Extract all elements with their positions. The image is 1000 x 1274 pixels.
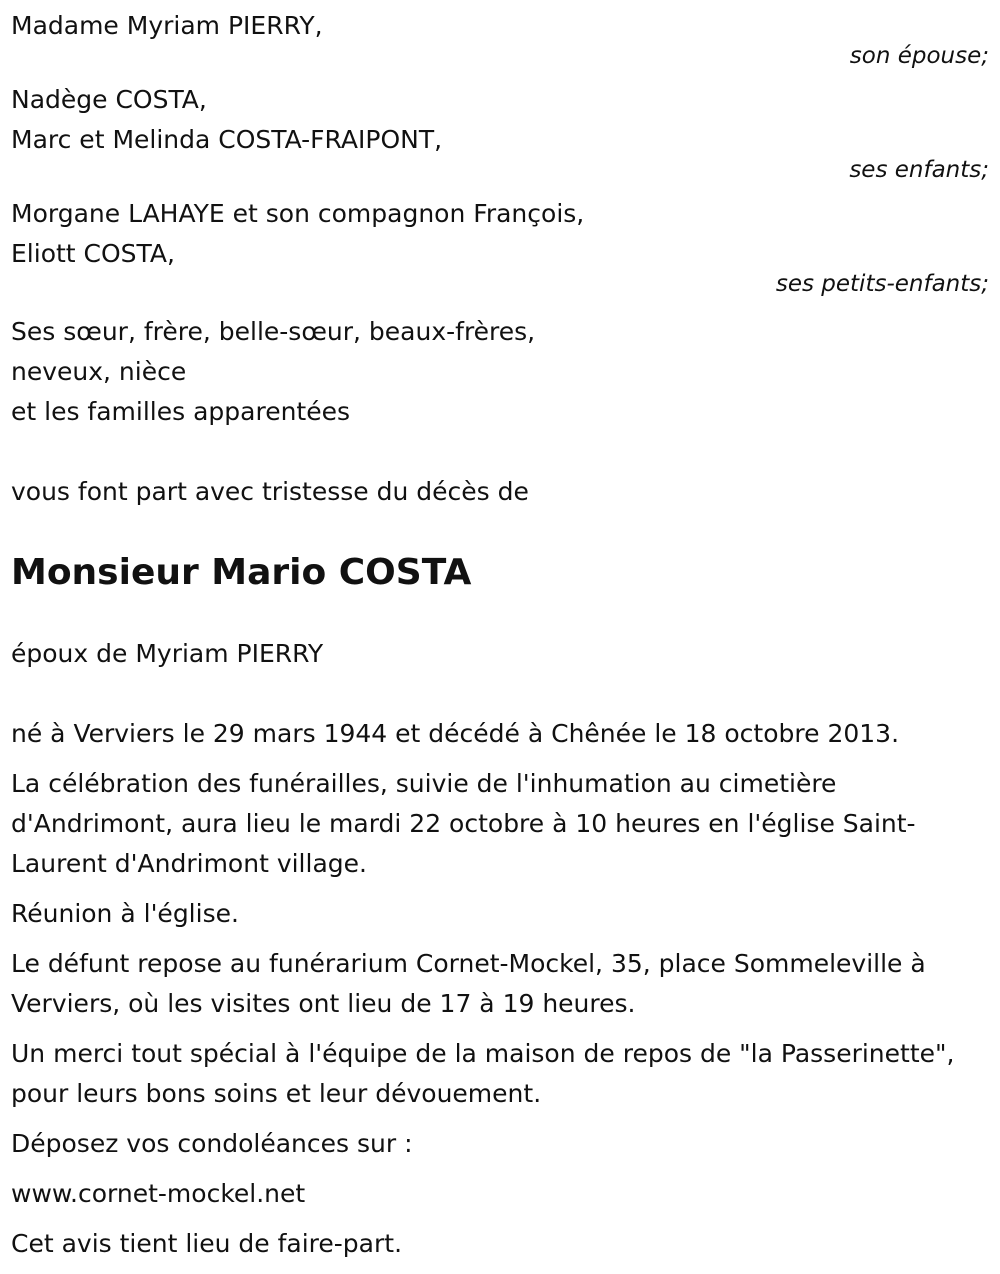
obituary-notice	[11, 6, 989, 1274]
child-name: Nadège COSTA,	[11, 85, 207, 114]
grandchildren-group	[11, 194, 989, 296]
announcement-intro: vous font part avec tristesse du décès de	[11, 477, 529, 506]
resting-place: Le défunt repose au funérarium Cornet-Mockel, 35, place Sommeleville à Verviers, où les visites ont lieu de 17 à 19 heures.	[11, 949, 926, 1018]
relatives-line: et les familles apparentées	[11, 397, 351, 426]
spouse-name: Madame Myriam PIERRY,	[11, 11, 323, 40]
condolences-label: Déposez vos condoléances sur :	[11, 1129, 413, 1158]
spouse-group	[11, 6, 989, 68]
relatives-line: neveux, nièce	[11, 357, 187, 386]
spouse-of: époux de Myriam PIERRY	[11, 639, 324, 668]
closing-note: Cet avis tient lieu de faire-part.	[11, 1229, 403, 1258]
thanks-message: Un merci tout spécial à l'équipe de la maison de repos de "la Passerinette", pour leurs bons soins et leur dévouement.	[11, 1039, 955, 1108]
child-name: Marc et Melinda COSTA-FRAIPONT,	[11, 125, 443, 154]
relatives-group	[11, 312, 989, 432]
deceased-name: Monsieur Mario COSTA	[11, 552, 472, 593]
children-role: ses enfants;	[849, 157, 989, 183]
birth-death-dates: né à Verviers le 29 mars 1944 et décédé à Chênée le 18 octobre 2013.	[11, 719, 900, 748]
spouse-role: son épouse;	[849, 43, 989, 69]
grandchildren-role: ses petits-enfants;	[775, 271, 989, 297]
grandchild-name: Morgane LAHAYE et son compagnon François,	[11, 199, 585, 228]
funeral-details: La célébration des funérailles, suivie de l'inhumation au cimetière d'Andrimont, aura lieu le mardi 22 octobre à 10 heures en l'église Saint-Laurent d'Andrimont village.	[11, 769, 916, 878]
grandchild-name: Eliott COSTA,	[11, 239, 175, 268]
relatives-line: Ses sœur, frère, belle-sœur, beaux-frères,	[11, 317, 536, 346]
meeting-place: Réunion à l'église.	[11, 899, 239, 928]
website-link[interactable]: www.cornet-mockel.net	[11, 1179, 306, 1208]
children-group	[11, 80, 989, 182]
